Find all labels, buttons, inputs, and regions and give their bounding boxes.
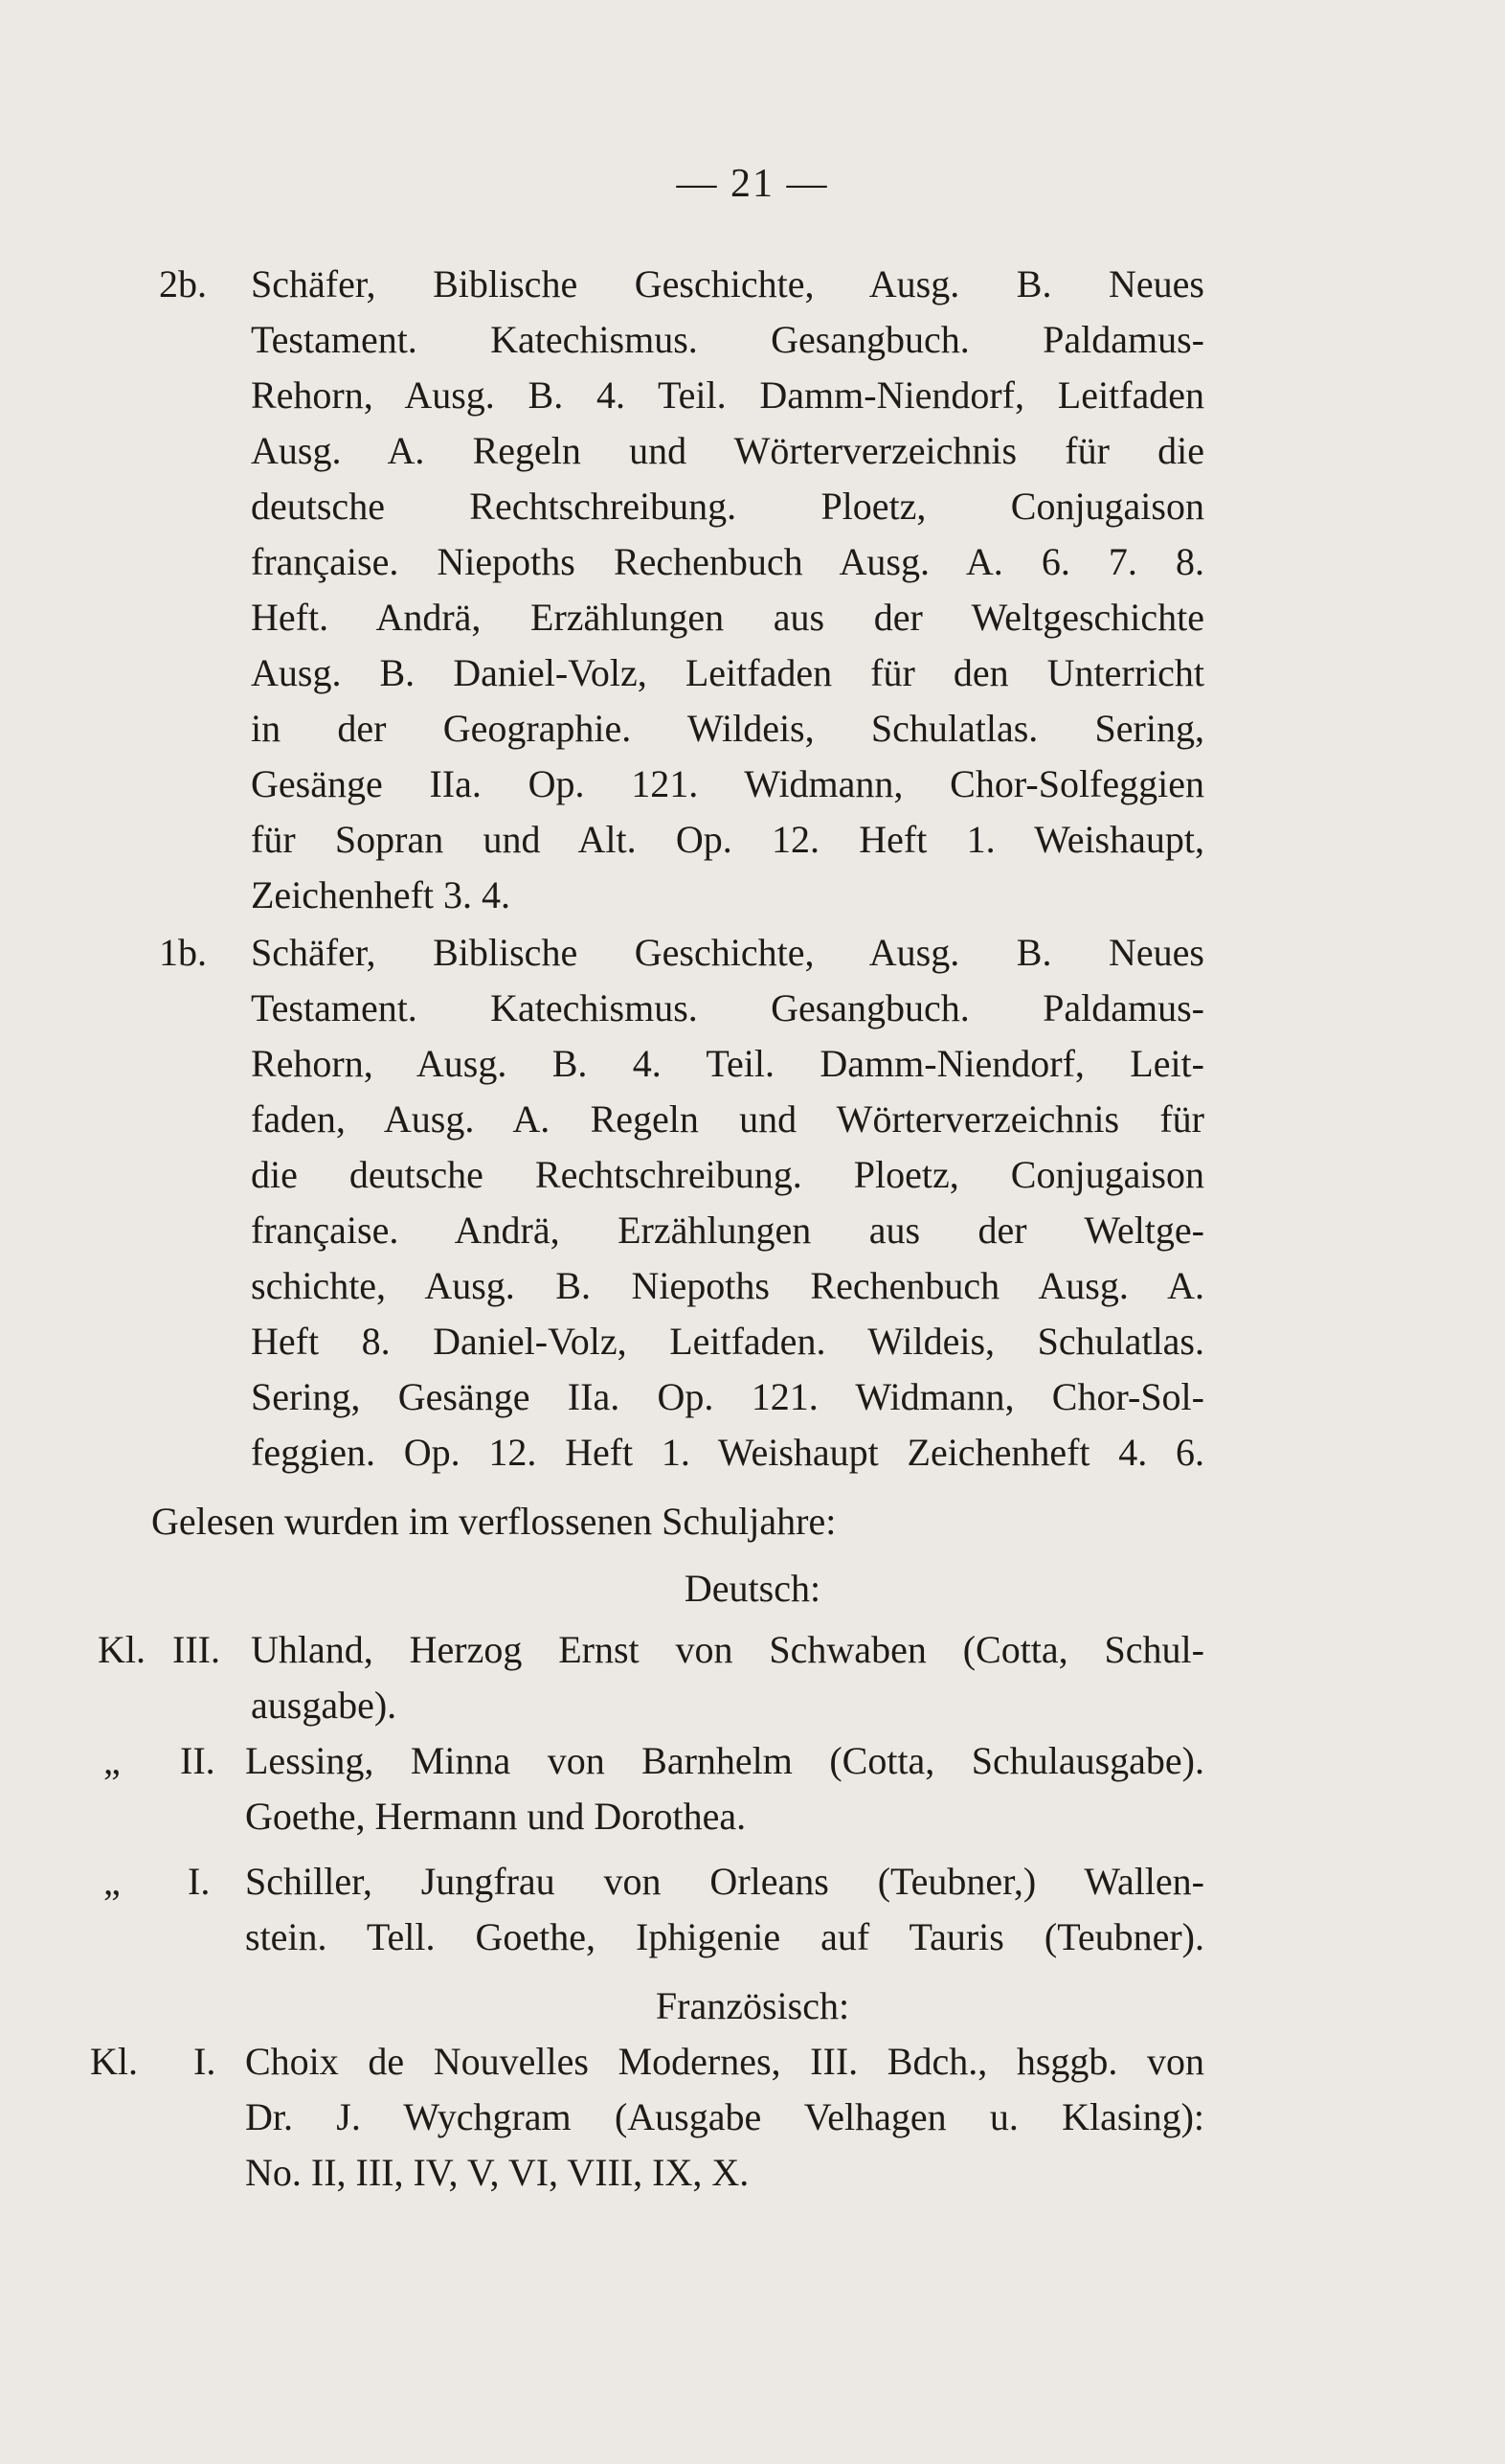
text-line: Heft 8. Daniel-Volz, Leitfaden. Wildeis, Schulatlas. (251, 1320, 1204, 1363)
text-line: Zeichenheft 3. 4. (251, 873, 510, 916)
text-line: Ausg. A. Regeln und Wörterverzeichnis für die (251, 429, 1204, 472)
read-intro: Gelesen wurden im verflossenen Schuljahre: (151, 1500, 837, 1543)
text-line: française. Niepoths Rechenbuch Ausg. A. 6. 7. 8. (251, 540, 1204, 583)
entry-body (251, 257, 1204, 923)
item-body (245, 2034, 1204, 2201)
text-line: Schäfer, Biblische Geschichte, Ausg. B. Neues (251, 262, 1204, 305)
text-line: française. Andrä, Erzählungen aus der Weltge- (251, 1209, 1204, 1252)
item-body (251, 1622, 1204, 1733)
entry-body (251, 925, 1204, 1481)
item-class: I. (188, 1860, 211, 1903)
text-line: ausgabe). (251, 1684, 397, 1727)
entry-label: 1b. (159, 931, 207, 974)
text-line: No. II, III, IV, V, VI, VIII, IX, X. (245, 2151, 750, 2194)
text-line: Schäfer, Biblische Geschichte, Ausg. B. Neues (251, 931, 1204, 974)
text-line: Heft. Andrä, Erzählungen aus der Weltgeschichte (251, 596, 1204, 639)
item-body (245, 1854, 1204, 1965)
item-body (245, 1733, 1204, 1844)
item-class: II. (180, 1739, 215, 1782)
text-line: Ausg. B. Daniel-Volz, Leitfaden für den Unterricht (251, 651, 1204, 694)
text-line: feggien. Op. 12. Heft 1. Weishaupt Zeichenheft 4. 6. (251, 1431, 1204, 1474)
text-line: in der Geographie. Wildeis, Schulatlas. Sering, (251, 707, 1204, 750)
item-prefix: „ (103, 1860, 121, 1903)
text-line: Dr. J. Wychgram (Ausgabe Velhagen u. Klasing): (245, 2095, 1204, 2138)
text-line: Goethe, Hermann und Dorothea. (245, 1795, 747, 1838)
text-line: Rehorn, Ausg. B. 4. Teil. Damm-Niendorf, Leitfaden (251, 373, 1204, 417)
text-line: schichte, Ausg. B. Niepoths Rechenbuch Ausg. A. (251, 1264, 1204, 1307)
item-class: III. (172, 1628, 220, 1671)
text-line: Testament. Katechismus. Gesangbuch. Paldamus- (251, 986, 1204, 1029)
text-line: deutsche Rechtschreibung. Ploetz, Conjugaison (251, 485, 1204, 528)
text-line: die deutsche Rechtschreibung. Ploetz, Conjugaison (251, 1153, 1204, 1196)
text-line: Uhland, Herzog Ernst von Schwaben (Cotta, Schul- (251, 1628, 1204, 1671)
section-heading-franzoesisch: Französisch: (655, 1984, 850, 2027)
item-prefix: Kl. (90, 2040, 138, 2083)
item-prefix: Kl. (98, 1628, 146, 1671)
text-line: Testament. Katechismus. Gesangbuch. Paldamus- (251, 318, 1204, 361)
text-line: Sering, Gesänge IIa. Op. 121. Widmann, Chor-Sol- (251, 1375, 1204, 1418)
section-heading-deutsch: Deutsch: (684, 1567, 821, 1610)
entry-label: 2b. (159, 262, 207, 305)
text-line: stein. Tell. Goethe, Iphigenie auf Tauris (Teubner). (245, 1915, 1204, 1958)
text-line: Rehorn, Ausg. B. 4. Teil. Damm-Niendorf, Leit- (251, 1042, 1204, 1085)
page-number: — 21 — (676, 162, 829, 206)
text-line: Schiller, Jungfrau von Orleans (Teubner,) Wallen- (245, 1860, 1204, 1903)
text-line: für Sopran und Alt. Op. 12. Heft 1. Weishaupt, (251, 818, 1204, 861)
text-line: Gesänge IIa. Op. 121. Widmann, Chor-Solfeggien (251, 762, 1204, 805)
text-line: Choix de Nouvelles Modernes, III. Bdch., hsggb. von (245, 2040, 1204, 2083)
item-prefix: „ (103, 1739, 121, 1782)
text-line: Lessing, Minna von Barnhelm (Cotta, Schulausgabe). (245, 1739, 1204, 1782)
text-line: faden, Ausg. A. Regeln und Wörterverzeichnis für (251, 1097, 1204, 1141)
item-class: I. (193, 2040, 216, 2083)
